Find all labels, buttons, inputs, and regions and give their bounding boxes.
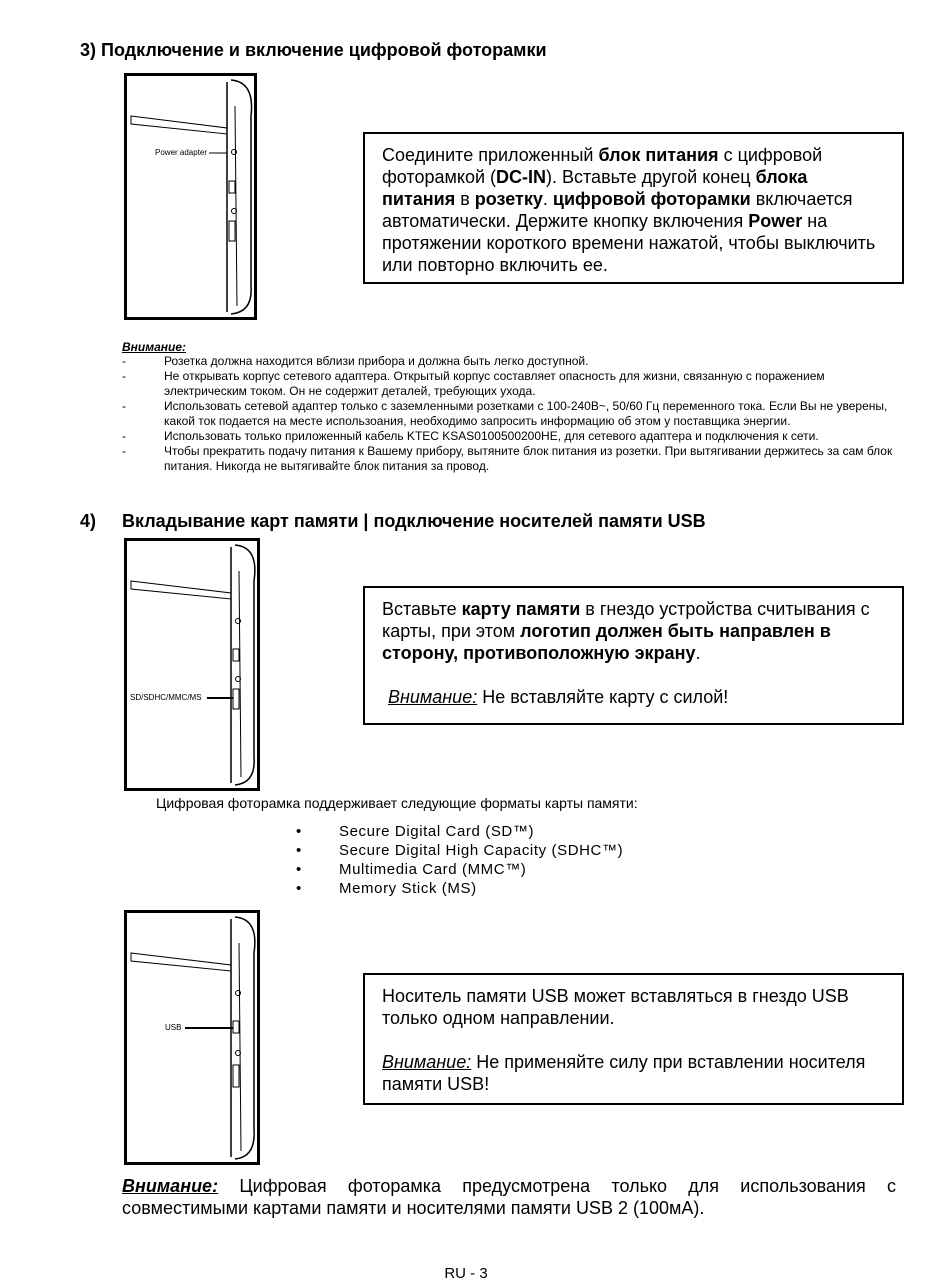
list-item: - Использовать сетевой адаптер только с заземленными розетками с 100-240В~, 50/60 Гц переменного тока. Если Вы не уверены, какой ток подается на месте использоания, необходимо запросить информацию об этом у поставщика энергии. <box>122 399 888 428</box>
frame-side-view-illustration <box>127 913 257 1162</box>
list-item: - Розетка должна находится вблизи прибора и должна быть легко доступной. <box>122 354 589 368</box>
list-item: - Чтобы прекратить подачу питания к Вашему прибору, вытяните блок питания из розетки. При вытягивании держитесь за сам блок питания. Никогда не вытягивайте блок питания за провод. <box>122 444 893 473</box>
frame-side-view-illustration <box>127 541 257 788</box>
list-item: • Secure Digital Card (SD™) <box>296 823 535 840</box>
power-adapter-label: Power adapter <box>155 148 208 157</box>
section-3-title: 3) Подключение и включение цифровой фоторамки <box>80 40 547 60</box>
page-number: RU - 3 <box>444 1265 488 1282</box>
card-slot-label: SD/SDHC/MMC/MS <box>130 693 202 702</box>
device-diagram-usb <box>124 910 260 1165</box>
formats-list <box>296 822 716 898</box>
section-4-title: Вкладывание карт памяти | подключение носителей памяти USB <box>122 511 706 531</box>
frame-side-view-illustration <box>127 76 254 317</box>
final-warning: Внимание: Цифровая фоторамка предусмотрена только для использования с совместимыми картами памяти и носителями памяти USB 2 (100мА). <box>122 1176 896 1218</box>
instruction-box-card: Вставьте карту памяти в гнездо устройства считывания с карты, при этом логотип должен быть направлен в сторону, противоположную экрану. Внимание: Не вставляйте карту с силой! <box>363 586 904 725</box>
warning-list <box>122 354 897 474</box>
device-diagram-power <box>124 73 257 320</box>
instruction-box-power: Соедините приложенный блок питания с цифровой фоторамкой (DC-IN). Вставьте другой конец блока питания в розетку. цифровой фоторамки включается автоматически. Держите кнопку включения Power на протяжении короткого времени нажатой, чтобы выключить или повторно включить ее. <box>363 132 904 284</box>
instruction-box-usb: Носитель памяти USB может вставляться в гнездо USB только одном направлении. Внимание: Не применяйте силу при вставлении носителя памяти USB! <box>363 973 904 1105</box>
section-4-number: 4) <box>80 511 97 531</box>
list-item: • Multimedia Card (MMC™) <box>296 861 527 878</box>
list-item: • Memory Stick (MS) <box>296 880 477 897</box>
list-item: - Использовать только приложенный кабель KTEC KSAS0100500200HE, для сетевого адаптера и подключения к сети. <box>122 429 819 443</box>
warning-title: Внимание: <box>122 340 187 354</box>
list-item: - Не открывать корпус сетевого адаптера. Открытый корпус составляет опасность для жизни, связанную с поражением электрическим током. Он не содержит деталей, требующих ухода. <box>122 369 825 398</box>
list-item: • Secure Digital High Capacity (SDHC™) <box>296 842 624 859</box>
device-diagram-card <box>124 538 260 791</box>
usb-port-label: USB <box>165 1023 182 1032</box>
formats-intro: Цифровая фоторамка поддерживает следующие форматы карты памяти: <box>156 795 638 811</box>
